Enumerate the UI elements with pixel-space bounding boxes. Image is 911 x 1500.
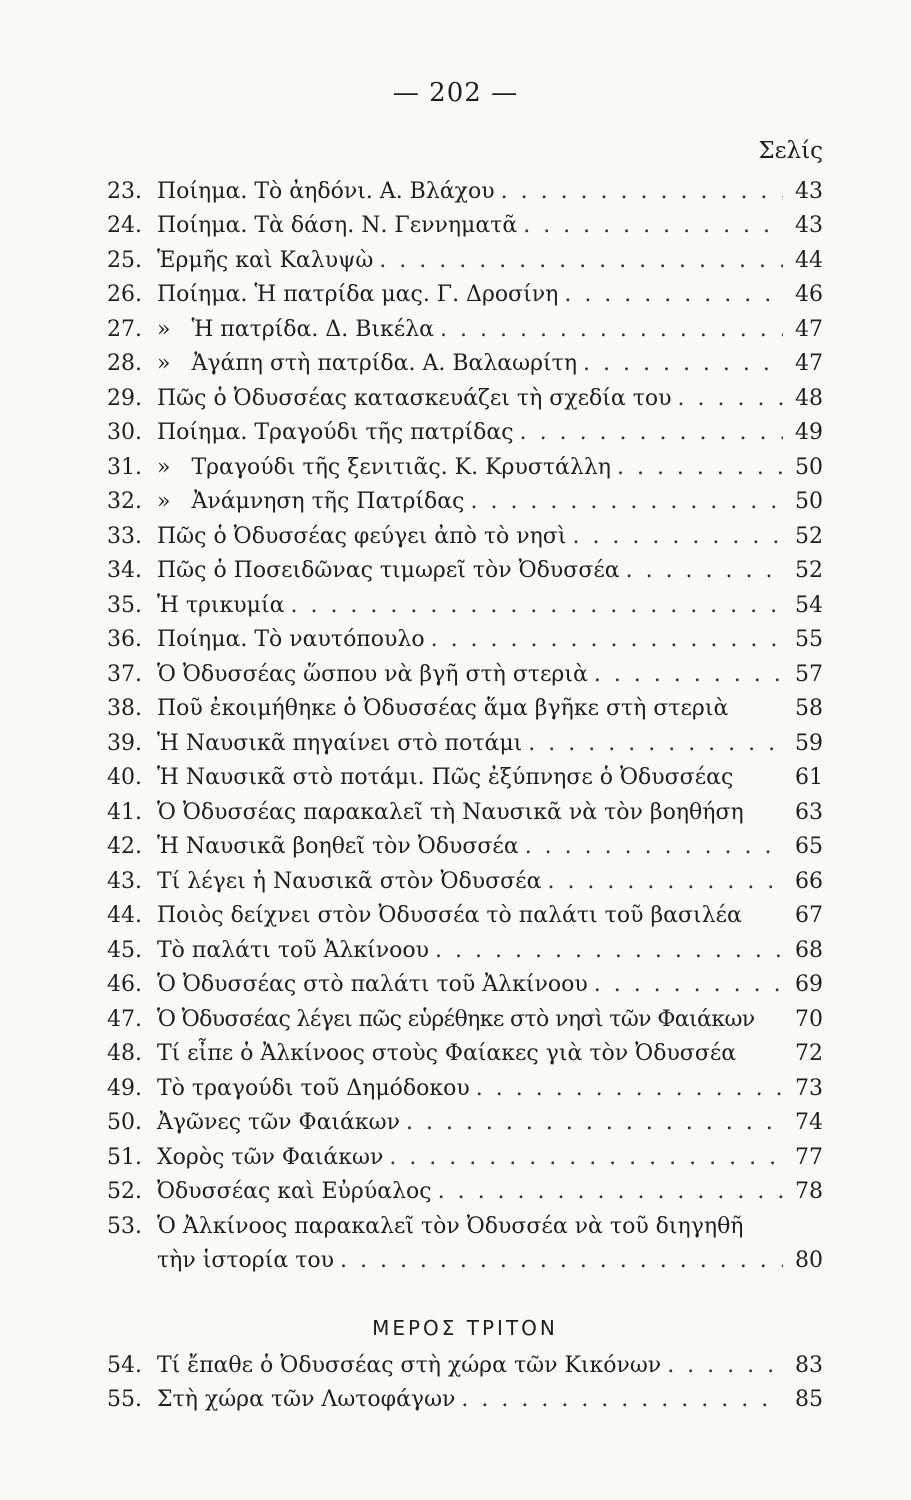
entry-page: 78 xyxy=(795,1179,823,1204)
entry-number: 33. xyxy=(107,523,142,549)
entry-page: 69 xyxy=(795,972,823,997)
dot-leader xyxy=(594,660,783,690)
entry-page: 61 xyxy=(795,765,823,790)
entry-number: 41. xyxy=(107,799,142,825)
entry-title: Ποῦ ἐκοιμήθηκε ὁ Ὀδυσσέας ἅμα βγῆκε στὴ στεριὰ xyxy=(157,696,729,721)
entry-title-continuation: τὴν ἱστορία του xyxy=(157,1248,334,1273)
dot-leader xyxy=(626,556,783,586)
toc-entry xyxy=(107,862,823,897)
entry-number: 42. xyxy=(107,834,142,859)
entry-page: 80 xyxy=(795,1248,823,1273)
entry-page: 67 xyxy=(795,903,823,928)
dot-leader xyxy=(406,1108,783,1138)
dot-leader xyxy=(528,729,783,759)
dot-leader xyxy=(435,936,783,966)
entry-title: Ἡ Ναυσικᾶ στὸ ποτάμι. Πῶς ἐξύπνησε ὁ Ὀδυσσέας xyxy=(157,765,734,790)
dot-leader xyxy=(525,832,783,862)
entry-title: Τὸ τραγούδι τοῦ Δημόδοκου xyxy=(157,1075,470,1101)
dot-leader xyxy=(564,280,783,310)
toc-entry xyxy=(107,1173,823,1208)
toc-entry-continuation xyxy=(107,1242,823,1277)
entry-page: 47 xyxy=(795,316,823,342)
toc-entry xyxy=(107,828,823,863)
entry-title: Ποίημα. Τραγούδι τῆς πατρίδας xyxy=(157,420,514,445)
entry-number: 45. xyxy=(107,937,142,963)
entry-page: 49 xyxy=(795,420,823,445)
entry-title: Πῶς ὁ Ὀδυσσέας κατασκευάζει τὴ σχεδία του xyxy=(157,385,672,411)
toc-entry xyxy=(107,448,823,483)
dot-leader xyxy=(461,1385,783,1415)
toc-entry xyxy=(107,690,823,725)
page-number: — 202 — xyxy=(392,78,519,108)
entry-number: 32. xyxy=(107,489,142,514)
entry-title: Ἀγῶνες τῶν Φαιάκων xyxy=(157,1110,400,1135)
page-column-header: Σελίς xyxy=(758,138,823,164)
toc-entry xyxy=(107,931,823,966)
dot-leader xyxy=(389,1143,783,1173)
dot-leader xyxy=(617,453,783,483)
toc-entry xyxy=(107,379,823,414)
entry-title: Ποίημα. Ἡ πατρίδα μας. Γ. Δροσίνη xyxy=(157,282,559,307)
entry-number: 31. xyxy=(107,454,142,480)
entry-number: 48. xyxy=(107,1041,142,1066)
entry-number: 30. xyxy=(107,420,142,445)
entry-number: 54. xyxy=(107,1352,142,1378)
dot-leader xyxy=(440,315,783,345)
entry-page: 50 xyxy=(795,489,823,514)
toc-entry xyxy=(107,310,823,345)
toc-entry xyxy=(107,1138,823,1173)
entry-page: 48 xyxy=(795,385,823,411)
dot-leader xyxy=(594,970,783,1000)
entry-page: 54 xyxy=(795,592,823,618)
entry-page: 59 xyxy=(795,730,823,756)
entry-title: Πῶς ὁ Ὀδυσσέας φεύγει ἀπὸ τὸ νησὶ xyxy=(157,523,567,549)
entry-page: 74 xyxy=(795,1110,823,1135)
entry-title: Ἡ Ναυσικᾶ βοηθεῖ τὸν Ὀδυσσέα xyxy=(157,834,519,859)
entry-number: 27. xyxy=(107,316,142,342)
entry-title: Τὸ παλάτι τοῦ Ἀλκίνοου xyxy=(157,937,430,963)
dot-leader xyxy=(501,177,783,207)
entry-number: 47. xyxy=(107,1006,142,1032)
entry-title: Χορὸς τῶν Φαιάκων xyxy=(157,1144,384,1170)
toc-entry xyxy=(107,207,823,242)
entry-number: 34. xyxy=(107,558,142,583)
toc-entry xyxy=(107,345,823,380)
toc-entry xyxy=(107,897,823,932)
dot-leader xyxy=(438,1177,783,1207)
entry-number: 43. xyxy=(107,868,142,894)
entry-title: Τί ἔπαθε ὁ Ὀδυσσέας στὴ χώρα τῶν Κικόνων xyxy=(157,1352,662,1378)
entry-page: 50 xyxy=(795,454,823,480)
entry-page: 52 xyxy=(795,558,823,583)
entry-page: 43 xyxy=(795,213,823,238)
toc-entry xyxy=(107,1346,823,1381)
toc-entry xyxy=(107,966,823,1001)
toc-entry xyxy=(107,1104,823,1139)
entry-page: 47 xyxy=(795,351,823,376)
entry-number: 38. xyxy=(107,696,142,721)
dot-leader xyxy=(379,246,783,276)
entry-number: 24. xyxy=(107,213,142,238)
dot-leader xyxy=(547,867,783,897)
entry-page: 66 xyxy=(795,868,823,894)
entry-number: 55. xyxy=(107,1387,142,1412)
entry-number: 51. xyxy=(107,1144,142,1170)
entry-title: Ποίημα. Τὰ δάση. Ν. Γεννηματᾶ xyxy=(157,213,518,238)
entry-title: Ὀδυσσέας καὶ Εὐρύαλος xyxy=(157,1179,432,1204)
entry-page: 68 xyxy=(795,937,823,963)
dot-leader xyxy=(470,487,783,517)
entry-number: 29. xyxy=(107,385,142,411)
toc-entry xyxy=(107,793,823,828)
entry-number: 23. xyxy=(107,178,142,204)
entry-number: 26. xyxy=(107,282,142,307)
entry-page: 43 xyxy=(795,178,823,204)
dot-leader xyxy=(667,1351,783,1381)
dot-leader xyxy=(572,522,783,552)
entry-page: 65 xyxy=(795,834,823,859)
entry-number: 50. xyxy=(107,1110,142,1135)
entry-page: 85 xyxy=(795,1387,823,1412)
toc-entry xyxy=(107,414,823,449)
dot-leader xyxy=(476,1074,783,1104)
entry-number: 53. xyxy=(107,1213,142,1239)
entry-title: Ὁ Ὀδυσσέας στὸ παλάτι τοῦ Ἀλκίνοου xyxy=(157,972,588,997)
toc-entry xyxy=(107,586,823,621)
entry-title: Πῶς ὁ Ποσειδῶνας τιμωρεῖ τὸν Ὀδυσσέα xyxy=(157,558,620,583)
toc-entry xyxy=(107,483,823,518)
entry-title: » Ἀγάπη στὴ πατρίδα. Α. Βαλαωρίτη xyxy=(157,351,578,376)
entry-title: Ὁ Ὀδυσσέας λέγει πῶς εὑρέθηκε στὸ νησὶ τῶν Φαιάκων xyxy=(157,1006,755,1032)
toc-entry xyxy=(107,759,823,794)
toc-entry xyxy=(107,517,823,552)
toc-entry xyxy=(107,1035,823,1070)
entry-title: Ὁ Ὀδυσσέας παρακαλεῖ τὴ Ναυσικᾶ νὰ τὸν βοηθήση xyxy=(157,799,744,825)
entry-page: 70 xyxy=(795,1006,823,1032)
toc-list xyxy=(107,172,823,1415)
entry-page: 55 xyxy=(795,627,823,652)
entry-title: Ἡ τρικυμία xyxy=(157,592,285,618)
dot-leader xyxy=(523,211,783,241)
toc-entry xyxy=(107,724,823,759)
entry-page: 44 xyxy=(795,247,823,273)
dot-leader xyxy=(583,349,783,379)
toc-entry xyxy=(107,655,823,690)
entry-title: Τί λέγει ἡ Ναυσικᾶ στὸν Ὀδυσσέα xyxy=(157,868,542,894)
entry-title: Ἑρμῆς καὶ Καλυψὼ xyxy=(157,247,374,273)
toc-entry xyxy=(107,1069,823,1104)
section-heading: ΜΕΡΟΣ ΤΡΙΤΟΝ xyxy=(372,1316,558,1340)
entry-number: 52. xyxy=(107,1179,142,1204)
entry-number: 46. xyxy=(107,972,142,997)
entry-title: Ὁ Ἀλκίνοος παρακαλεῖ τὸν Ὀδυσσέα νὰ τοῦ διηγηθῆ xyxy=(157,1213,744,1239)
entry-number: 44. xyxy=(107,903,142,928)
entry-number: 28. xyxy=(107,351,142,376)
entry-title: Ἡ Ναυσικᾶ πηγαίνει στὸ ποτάμι xyxy=(157,730,523,756)
entry-page: 73 xyxy=(795,1075,823,1101)
dot-leader xyxy=(431,625,783,655)
entry-number: 39. xyxy=(107,730,142,756)
toc-entry xyxy=(107,1207,823,1242)
toc-entry xyxy=(107,1000,823,1035)
entry-title: » Τραγούδι τῆς ξενιτιᾶς. Κ. Κρυστάλλη xyxy=(157,454,611,480)
entry-page: 57 xyxy=(795,661,823,687)
entry-title: Ποίημα. Τὸ ναυτόπουλο xyxy=(157,627,425,652)
entry-page: 58 xyxy=(795,696,823,721)
toc-entry xyxy=(107,621,823,656)
entry-page: 83 xyxy=(795,1352,823,1378)
entry-title: Ποίημα. Τὸ ἀηδόνι. Α. Βλάχου xyxy=(157,178,495,204)
entry-page: 72 xyxy=(795,1041,823,1066)
entry-number: 49. xyxy=(107,1075,142,1101)
entry-number: 37. xyxy=(107,661,142,687)
dot-leader xyxy=(340,1246,783,1276)
entry-page: 52 xyxy=(795,523,823,549)
entry-title: Τί εἶπε ὁ Ἀλκίνοος στοὺς Φαίακες γιὰ τὸν Ὀδυσσέα xyxy=(157,1041,737,1066)
toc-entry xyxy=(107,241,823,276)
entry-page: 77 xyxy=(795,1144,823,1170)
entry-title: » Ἡ πατρίδα. Δ. Βικέλα xyxy=(157,316,435,342)
toc-entry xyxy=(107,1381,823,1416)
entry-title: » Ἀνάμνηση τῆς Πατρίδας xyxy=(157,489,465,514)
toc-entry xyxy=(107,552,823,587)
entry-title: Ὁ Ὀδυσσέας ὥσπου νὰ βγῆ στὴ στεριὰ xyxy=(157,661,588,687)
dot-leader xyxy=(290,591,783,621)
entry-page: 63 xyxy=(795,799,823,825)
entry-number: 25. xyxy=(107,247,142,273)
toc-entry xyxy=(107,172,823,207)
toc-entry xyxy=(107,276,823,311)
entry-number: 40. xyxy=(107,765,142,790)
dot-leader xyxy=(678,384,783,414)
entry-number: 35. xyxy=(107,592,142,618)
entry-title: Ποιὸς δείχνει στὸν Ὀδυσσέα τὸ παλάτι τοῦ βασιλέα xyxy=(157,903,742,928)
entry-page: 46 xyxy=(795,282,823,307)
entry-title: Στὴ χώρα τῶν Λωτοφάγων xyxy=(157,1387,456,1412)
dot-leader xyxy=(520,418,783,448)
entry-number: 36. xyxy=(107,627,142,652)
